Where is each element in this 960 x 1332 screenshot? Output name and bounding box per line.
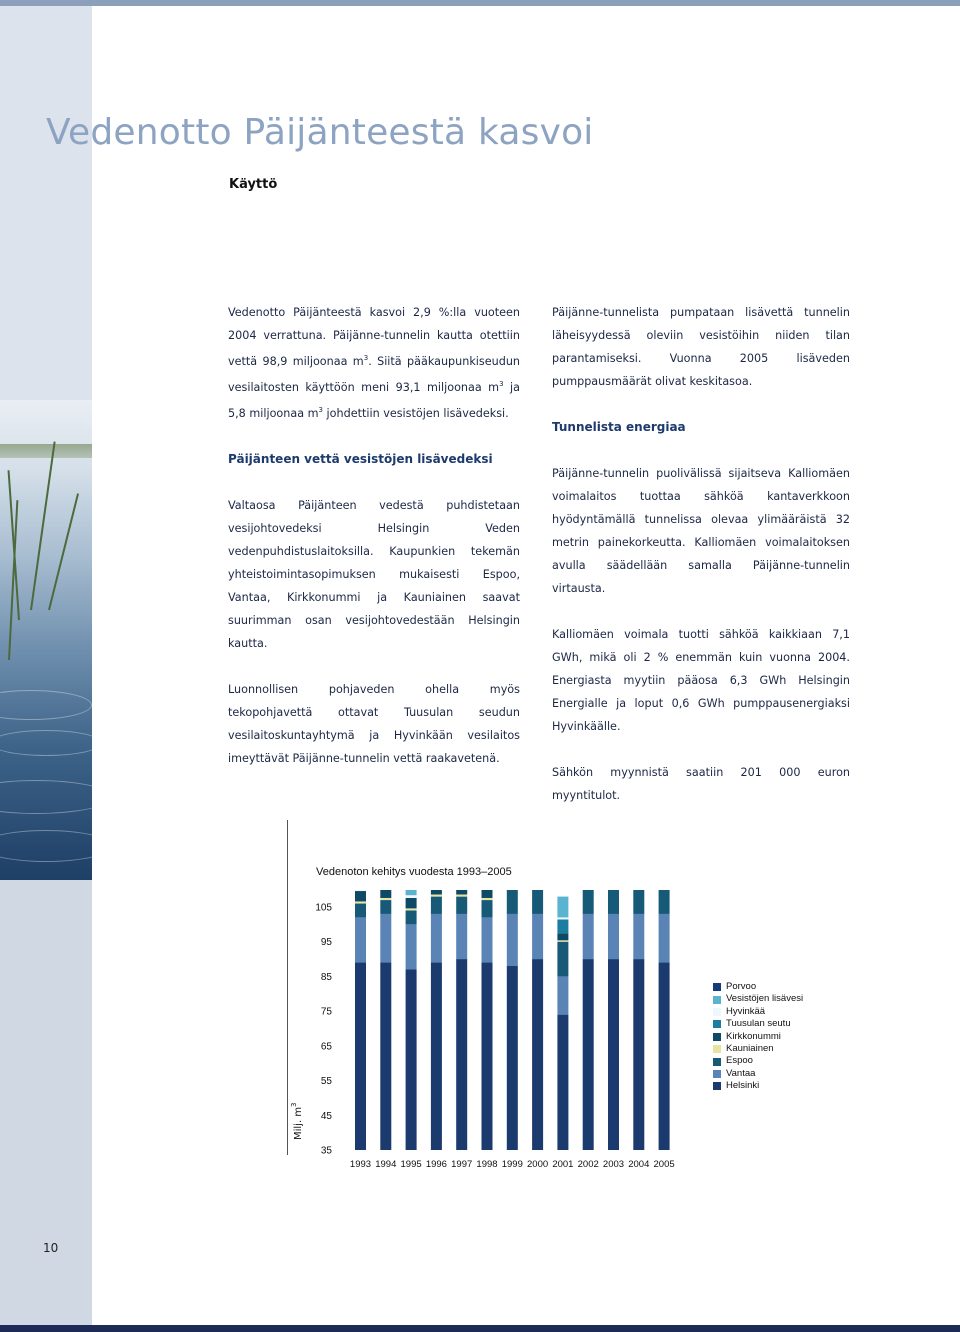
legend-item (713, 1055, 803, 1067)
bar-segment-1997-0 (456, 959, 467, 1150)
bar-segment-2005-1 (659, 914, 670, 963)
lake-water-image (0, 400, 92, 880)
y-tick-label: 55 (320, 1076, 332, 1088)
bar-segment-2001-7 (557, 897, 568, 918)
bar-segment-1995-6 (406, 895, 417, 898)
legend-item (713, 1006, 803, 1018)
bar-segment-1997-3 (456, 895, 467, 897)
bar-segment-1997-4 (456, 890, 467, 895)
shoreline (0, 444, 92, 458)
page-title: Vedenotto Päijänteestä kasvoi (46, 112, 594, 153)
bar-segment-1995-0 (406, 969, 417, 1150)
bar-segment-1994-4 (380, 890, 391, 898)
bar-segment-2002-0 (583, 959, 594, 1150)
legend-label: Tuusulan seutu (726, 1018, 791, 1030)
bar-segment-1999-2 (507, 890, 518, 914)
legend-swatch (713, 1020, 721, 1028)
bar-segment-1993-2 (355, 904, 366, 918)
paragraph: Sähkön myynnistä saatiin 201 000 euron myyntitulot. (552, 766, 850, 802)
bar-segment-1993-4 (355, 891, 366, 901)
intro-paragraph: Vedenotto Päijänteestä kasvoi 2,9 %:lla vuoteen 2004 verrattuna. Päijänne-tunnelin kautta otettiin vettä 98,9 miljoonaa $m^3$. Siitä pääkaupunkiseudun vesilaitosten käyttöön meni 93,1 miljoonaa $m^3$ ja 5,8 miljoonaa $m^3$ johdettiin vesistöjen lisävedeksi. (228, 306, 520, 420)
paragraph: Päijänne-tunnelin puolivälissä sijaitseva Kalliomäen voimalaitos tuottaa sähköä kantaverkkoon hyödyntämällä tunnelissa olevaa ylimääräistä 32 metrin painekorkeutta. Kalliomäen voimalaitoksen avulla säädellään samalla Päijänne-tunnelin virtausta. (552, 467, 850, 595)
legend-swatch (713, 1082, 721, 1090)
legend-item (713, 1043, 803, 1055)
legend-item (713, 1018, 803, 1030)
bar-segment-2005-0 (659, 963, 670, 1150)
bar-segment-2001-4 (557, 933, 568, 940)
ripple (0, 730, 92, 756)
bar-segment-2000-0 (532, 959, 543, 1150)
paragraph: Valtaosa Päijänteen vedestä puhdistetaan vesijohtovedeksi Helsingin Veden vedenpuhdistuslaitoksilla. Kaupunkien tekemän yhteistoimintasopimuksen mukaisesti Espoo, Vantaa, Kirkkonummi ja Kauniainen saavat suurimman osan vesijohtovedestään Helsingin kautta. (228, 499, 520, 650)
x-tick-label: 2000 (527, 1159, 549, 1170)
bar-segment-1998-1 (482, 917, 493, 962)
bar-segment-1993-0 (355, 963, 366, 1150)
ripple (0, 780, 92, 814)
water-intake-chart (300, 890, 700, 1180)
bar-segment-2001-1 (557, 976, 568, 1014)
legend-label: Espoo (726, 1055, 753, 1067)
bar-segment-2003-0 (608, 959, 619, 1150)
legend-item (713, 1068, 803, 1080)
paragraph: Kalliomäen voimala tuotti sähköä kaikkiaan 7,1 GWh, mikä oli 2 % enemmän kuin vuonna 2004. Energiasta myytiin pääosa 6,3 GWh Helsingin Energialle ja loput 0,6 GWh pumppausenergiaksi Hyvinkäälle. (552, 628, 850, 733)
legend-swatch (713, 1058, 721, 1066)
bar-segment-2000-1 (532, 914, 543, 959)
chart-frame-line (287, 820, 288, 1155)
bar-segment-2002-1 (583, 914, 594, 959)
bar-segment-1995-1 (406, 924, 417, 969)
bar-segment-2004-1 (633, 914, 644, 959)
section-label: Käyttö (229, 177, 278, 192)
legend-swatch (713, 996, 721, 1004)
bar-segment-1997-2 (456, 897, 467, 914)
bottom-bar (0, 1325, 960, 1332)
y-tick-label: 105 (315, 902, 332, 914)
bar-segment-2005-2 (659, 890, 670, 914)
x-tick-label: 1994 (375, 1159, 397, 1170)
legend-label: Helsinki (726, 1080, 760, 1092)
top-bar (0, 0, 960, 6)
legend-swatch (713, 1033, 721, 1041)
bar-segment-1999-0 (507, 966, 518, 1150)
section-heading: Päijänteen vettä vesistöjen lisävedeksi (228, 452, 493, 466)
bar-segment-1998-3 (482, 898, 493, 900)
bar-segment-1994-2 (380, 900, 391, 914)
bar-segment-1996-4 (431, 890, 442, 895)
bar-segment-2004-0 (633, 959, 644, 1150)
reed (30, 442, 56, 611)
bar-segment-2002-2 (583, 890, 594, 914)
legend-label: Kauniainen (726, 1043, 774, 1055)
chart-legend (713, 981, 803, 1093)
bar-segment-2001-5 (557, 919, 568, 933)
page-number: 10 (43, 1241, 59, 1255)
y-tick-label: 35 (320, 1145, 332, 1157)
bar-segment-2001-0 (557, 1015, 568, 1150)
bar-segment-1995-2 (406, 910, 417, 924)
bar-segment-2000-2 (532, 890, 543, 914)
x-tick-label: 2001 (552, 1159, 574, 1170)
bar-segment-1994-1 (380, 914, 391, 963)
legend-swatch (713, 983, 721, 991)
legend-swatch (713, 1070, 721, 1078)
bar-segment-2003-1 (608, 914, 619, 959)
paragraph: Luonnollisen pohjaveden ohella myös tekopohjavettä ottavat Tuusulan seudun vesilaitoskuntayhtymä ja Hyvinkään vesilaitos imeyttävät Päijänne-tunnelin vettä raakavetenä. (228, 683, 520, 765)
bar-segment-2001-3 (557, 940, 568, 941)
x-tick-label: 2005 (653, 1159, 675, 1170)
bar-segment-1998-2 (482, 900, 493, 917)
x-tick-label: 1995 (400, 1159, 422, 1170)
bar-segment-1996-1 (431, 914, 442, 963)
legend-item (713, 1031, 803, 1043)
reed (48, 493, 79, 610)
bar-segment-1997-1 (456, 914, 467, 959)
x-tick-label: 1996 (425, 1159, 447, 1170)
legend-item (713, 1080, 803, 1092)
y-tick-label: 95 (320, 937, 332, 949)
ripple (0, 690, 92, 720)
y-tick-label: 85 (320, 971, 332, 983)
bar-segment-1996-3 (431, 895, 442, 897)
bar-segment-1994-0 (380, 963, 391, 1150)
bar-segment-1998-4 (482, 890, 493, 898)
ripple (0, 830, 92, 862)
bar-segment-1995-3 (406, 908, 417, 910)
bar-segment-1996-2 (431, 897, 442, 914)
y-tick-label: 75 (320, 1006, 332, 1018)
left-column (228, 301, 520, 770)
bar-segment-1993-3 (355, 901, 366, 903)
bar-segment-1995-4 (406, 898, 417, 908)
x-tick-label: 2003 (602, 1159, 625, 1170)
x-tick-label: 1993 (349, 1159, 372, 1170)
legend-label: Vantaa (726, 1067, 756, 1079)
y-tick-label: 65 (320, 1041, 332, 1053)
chart-y-axis-label: Milj. $m^3$ (290, 1102, 304, 1140)
y-tick-label: 45 (320, 1110, 332, 1122)
legend-label: Hyvinkää (726, 1005, 766, 1017)
section-heading: Tunnelista energiaa (552, 420, 686, 434)
bar-segment-2001-6 (557, 917, 568, 919)
bar-segment-1995-7 (406, 890, 417, 895)
bar-segment-1994-3 (380, 898, 391, 900)
bar-segment-1996-0 (431, 963, 442, 1150)
side-panel-lower (0, 880, 92, 1325)
x-tick-label: 2002 (577, 1159, 599, 1170)
bar-segment-1993-1 (355, 917, 366, 962)
x-tick-label: 2004 (628, 1159, 650, 1170)
bar-segment-2004-2 (633, 890, 644, 914)
legend-label: Kirkkonummi (726, 1030, 781, 1042)
intro-paragraph: Päijänne-tunnelista pumpataan lisävettä tunnelin läheisyydessä oleviin vesistöihin niiden tilan parantamiseksi. Vuonna 2005 lisäveden pumppausmäärät olivat keskitasoa. (552, 306, 850, 388)
legend-swatch (713, 1008, 721, 1016)
x-tick-label: 1999 (501, 1159, 523, 1170)
bar-segment-2003-2 (608, 890, 619, 914)
bar-segment-2001-2 (557, 942, 568, 977)
legend-item (713, 981, 803, 993)
x-tick-label: 1997 (451, 1159, 473, 1170)
legend-item (713, 993, 803, 1005)
right-column (552, 301, 850, 807)
x-tick-label: 1998 (476, 1159, 498, 1170)
legend-label: Porvoo (726, 981, 757, 992)
legend-swatch (713, 1045, 721, 1053)
bar-segment-1999-1 (507, 914, 518, 966)
chart-title: Vedenoton kehitys vuodesta 1993–2005 (316, 866, 512, 878)
legend-label: Vesistöjen lisävesi (726, 993, 804, 1005)
bar-segment-1998-0 (482, 963, 493, 1150)
bar-segment-1993-6 (355, 890, 366, 891)
